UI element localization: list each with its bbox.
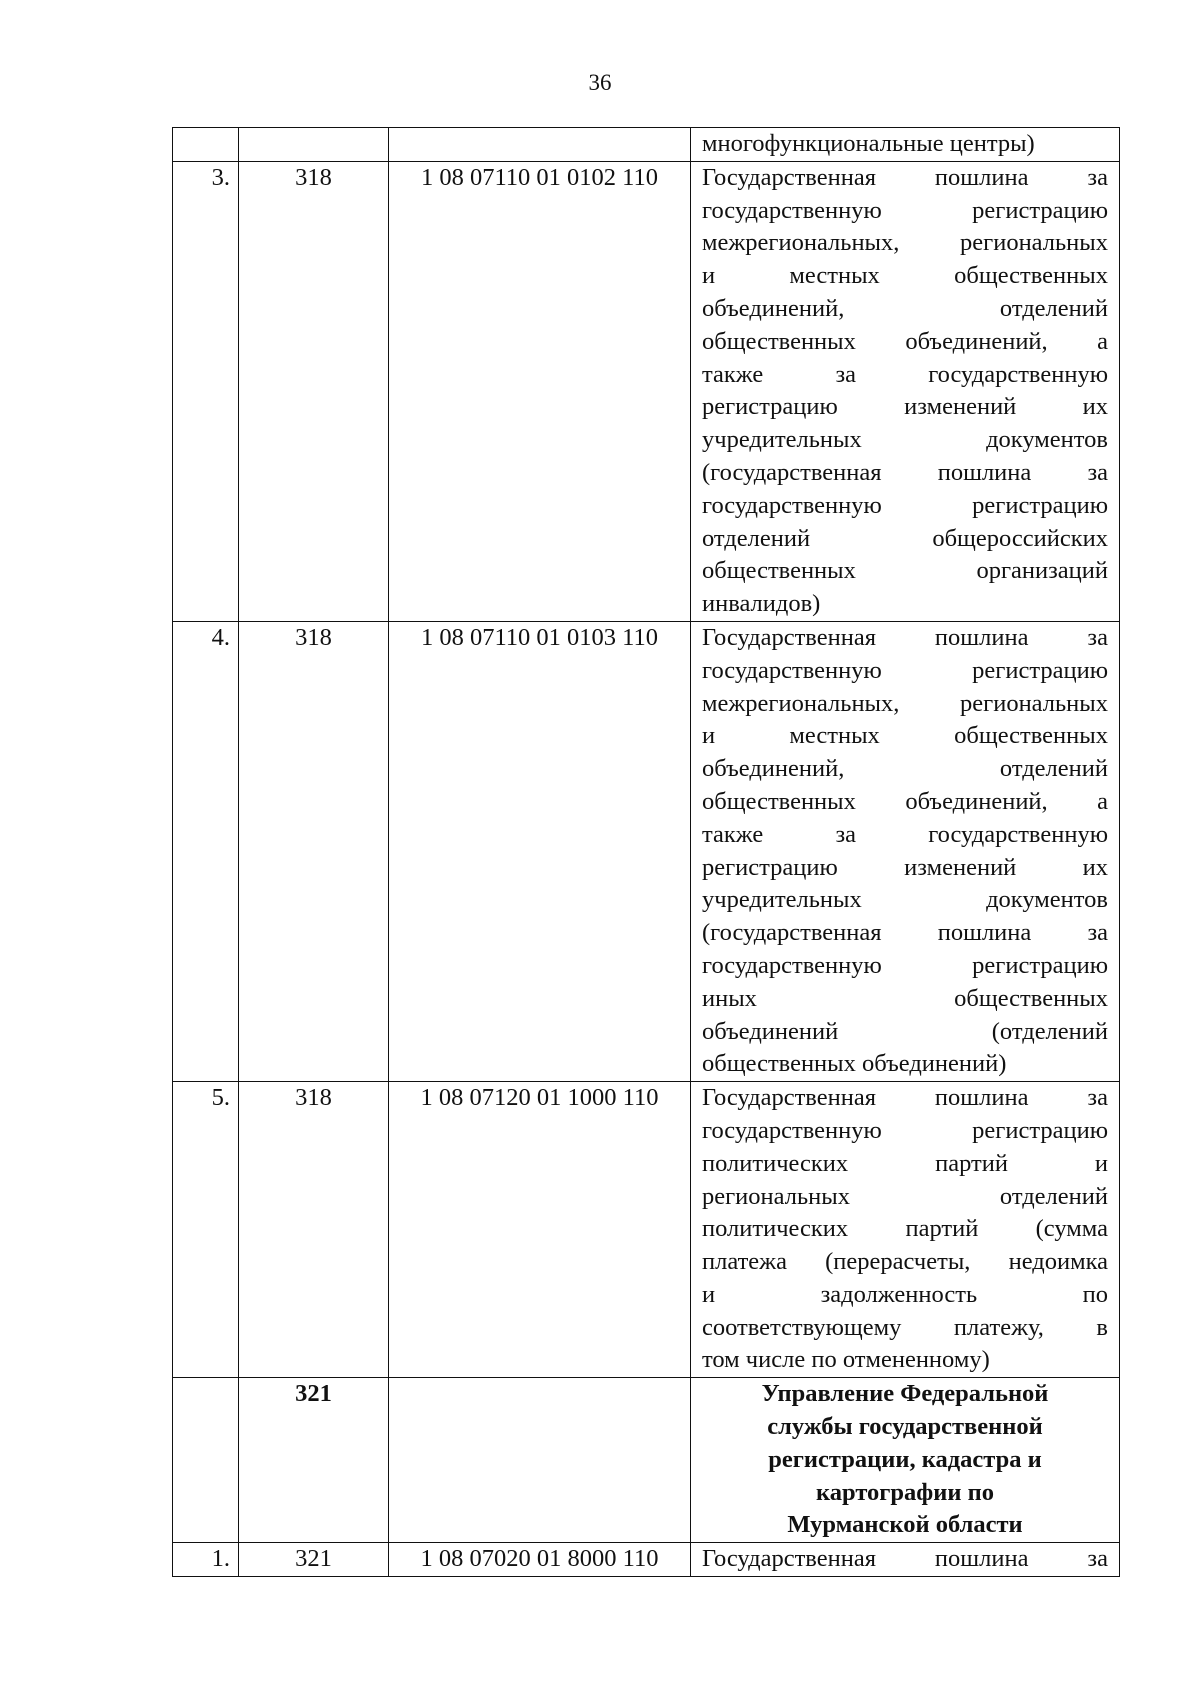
description-cell — [691, 1378, 1120, 1543]
description-cell — [691, 1543, 1120, 1577]
description-line: Государственная пошлина за — [702, 1084, 1108, 1112]
description-line: отделений общероссийских — [702, 524, 1108, 552]
admin-code-cell — [239, 128, 389, 162]
admin-code-cell: 321 — [239, 1543, 389, 1577]
description-line: также за государственную — [702, 360, 1108, 388]
description-line: Государственная пошлина за — [702, 163, 1108, 191]
table-section-row — [173, 1378, 1120, 1543]
description-line: общественных организаций — [702, 557, 1108, 585]
description-cell — [691, 161, 1120, 621]
row-number-cell: 5. — [173, 1082, 239, 1378]
admin-code-cell: 318 — [239, 621, 389, 1081]
description-line: и задолженность по — [702, 1280, 1108, 1308]
description-line: государственную регистрацию — [702, 1116, 1108, 1144]
fee-table-body — [173, 128, 1120, 1577]
description-line: государственную регистрацию — [702, 491, 1108, 519]
row-number-cell: 4. — [173, 621, 239, 1081]
table-row — [173, 1082, 1120, 1378]
budget-code-cell: 1 08 07110 01 0103 110 — [389, 621, 691, 1081]
description-line: государственную регистрацию — [702, 196, 1108, 224]
description-line: общественных объединений, а — [702, 787, 1108, 815]
description-line: учредительных документов — [702, 886, 1108, 914]
description-line: регистрацию изменений их — [702, 853, 1108, 881]
description-line: службы государственной — [767, 1413, 1043, 1441]
table-row — [173, 128, 1120, 162]
description-line: иных общественных — [702, 984, 1108, 1012]
table-row — [173, 161, 1120, 621]
row-number-cell — [173, 128, 239, 162]
description-line: регистрации, кадастра и — [768, 1445, 1042, 1473]
description-line: общественных объединений) — [702, 1050, 1007, 1078]
row-number-cell: 3. — [173, 161, 239, 621]
description-line: политических партий (сумма — [702, 1215, 1108, 1243]
table-row — [173, 1543, 1120, 1577]
budget-code-cell — [389, 1378, 691, 1543]
description-line: государственную регистрацию — [702, 656, 1108, 684]
description-cell — [691, 128, 1120, 162]
description-line: (государственная пошлина за — [702, 458, 1108, 486]
description-line: учредительных документов — [702, 426, 1108, 454]
description-line: межрегиональных, региональных — [702, 229, 1108, 257]
description-line: том числе по отмененному) — [702, 1346, 990, 1374]
page-number: 36 — [588, 70, 612, 95]
description-cell — [691, 1082, 1120, 1378]
description-line: региональных отделений — [702, 1182, 1108, 1210]
budget-code-cell: 1 08 07020 01 8000 110 — [389, 1543, 691, 1577]
description-line: и местных общественных — [702, 722, 1108, 750]
description-line: общественных объединений, а — [702, 327, 1108, 355]
description-line: и местных общественных — [702, 262, 1108, 290]
description-line: также за государственную — [702, 820, 1108, 848]
description-line: многофункциональные центры) — [702, 130, 1035, 157]
budget-code-cell: 1 08 07120 01 1000 110 — [389, 1082, 691, 1378]
description-line: соответствующему платежу, в — [702, 1313, 1108, 1341]
description-line: картографии по — [816, 1478, 994, 1506]
row-number-cell — [173, 1378, 239, 1543]
description-line: регистрацию изменений их — [702, 393, 1108, 421]
description-line: государственную регистрацию — [702, 951, 1108, 979]
row-number-cell: 1. — [173, 1543, 239, 1577]
description-cell — [691, 621, 1120, 1081]
description-line: Мурманской области — [787, 1511, 1023, 1539]
description-line: политических партий и — [702, 1149, 1108, 1177]
description-line: объединений, отделений — [702, 755, 1108, 783]
admin-code-cell: 321 — [239, 1378, 389, 1543]
description-line: Государственная пошлина за — [702, 1545, 1108, 1573]
description-line: (государственная пошлина за — [702, 919, 1108, 947]
description-line: Государственная пошлина за — [702, 623, 1108, 651]
description-line: межрегиональных, региональных — [702, 689, 1108, 717]
admin-code-cell: 318 — [239, 161, 389, 621]
description-line: Управление Федеральной — [761, 1380, 1049, 1408]
description-line: платежа (перерасчеты, недоимка — [702, 1248, 1108, 1276]
admin-code-cell: 318 — [239, 1082, 389, 1378]
description-line: объединений, отделений — [702, 294, 1108, 322]
fee-table — [172, 127, 1120, 1577]
description-line: объединений (отделений — [702, 1017, 1108, 1045]
budget-code-cell: 1 08 07110 01 0102 110 — [389, 161, 691, 621]
budget-code-cell — [389, 128, 691, 162]
table-row — [173, 621, 1120, 1081]
description-line: инвалидов) — [702, 590, 821, 618]
